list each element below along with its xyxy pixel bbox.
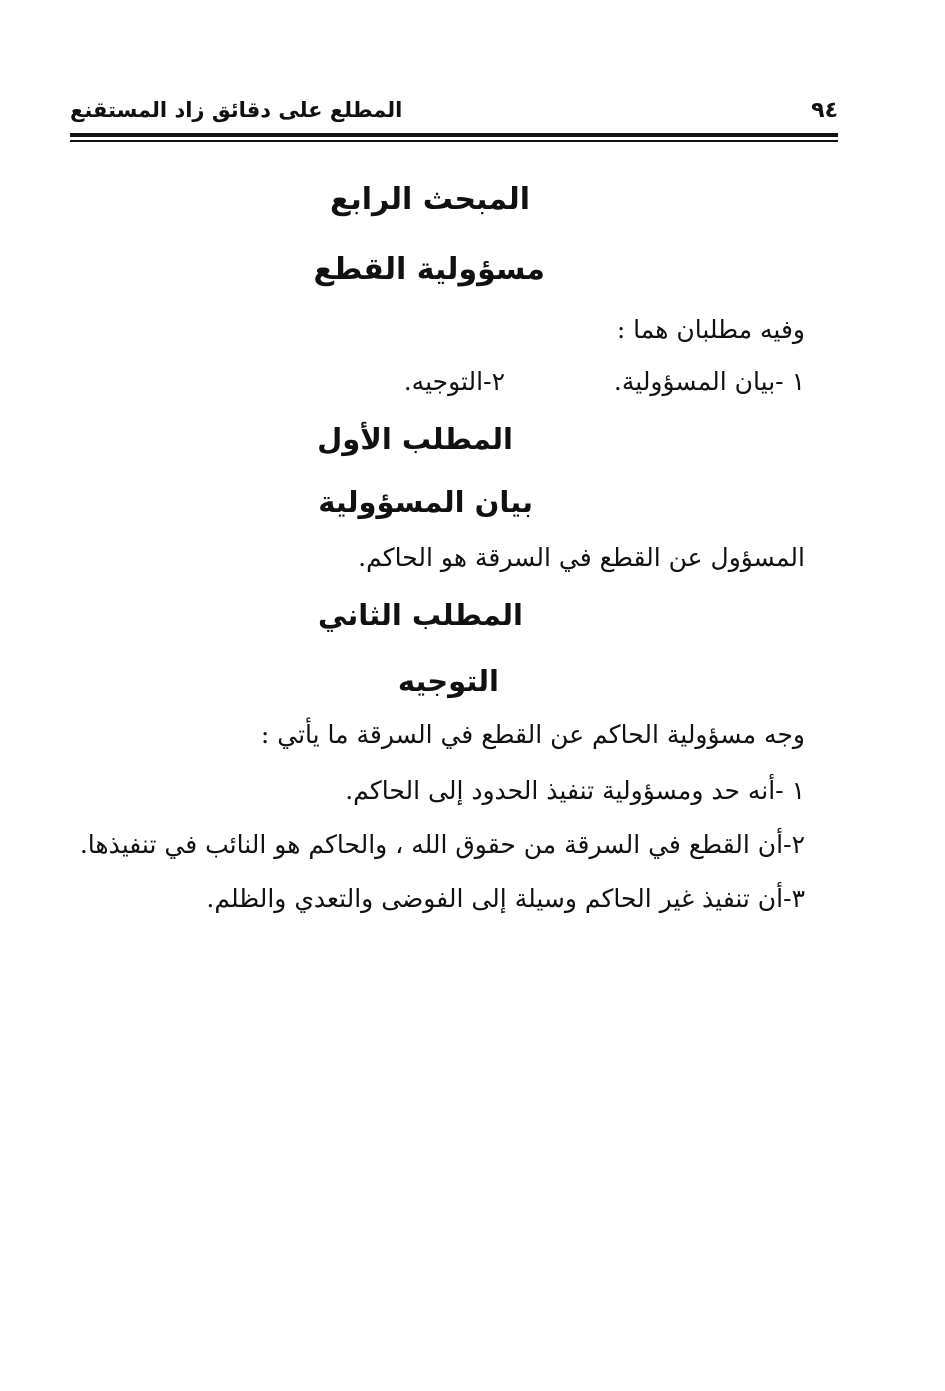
header-rule-thin	[70, 140, 838, 142]
intro-item: ٢-التوجيه.	[403, 367, 505, 396]
running-header	[70, 98, 838, 132]
section1-body: المسؤول عن القطع في السرقة هو الحاكم.	[358, 543, 805, 572]
section2-lead: وجه مسؤولية الحاكم عن القطع في السرقة ما يأتي :	[260, 720, 805, 749]
intro-list	[305, 367, 805, 407]
section2-title: المطلب الثاني	[318, 598, 523, 632]
intro-item: ١ -بيان المسؤولية.	[613, 367, 805, 396]
intro-text: وفيه مطلبان هما :	[616, 315, 805, 344]
section1-subtitle: بيان المسؤولية	[318, 485, 533, 519]
section2-point: ٣-أن تنفيذ غير الحاكم وسيلة إلى الفوضى والتعدي والظلم.	[206, 884, 805, 913]
section2-point: ١ -أنه حد ومسؤولية تنفيذ الحدود إلى الحاكم.	[345, 776, 805, 805]
page-number: ٩٤	[811, 98, 838, 123]
section2-subtitle: التوجيه	[397, 664, 499, 698]
chapter-title: المبحث الرابع	[330, 182, 530, 217]
section2-point: ٢-أن القطع في السرقة من حقوق الله ، والحاكم هو النائب في تنفيذها.	[79, 830, 805, 859]
section1-title: المطلب الأول	[317, 422, 513, 456]
book-title: المطلع على دقائق زاد المستقنع	[70, 98, 403, 122]
header-rule-thick	[70, 133, 838, 137]
chapter-subtitle: مسؤولية القطع	[313, 252, 545, 287]
